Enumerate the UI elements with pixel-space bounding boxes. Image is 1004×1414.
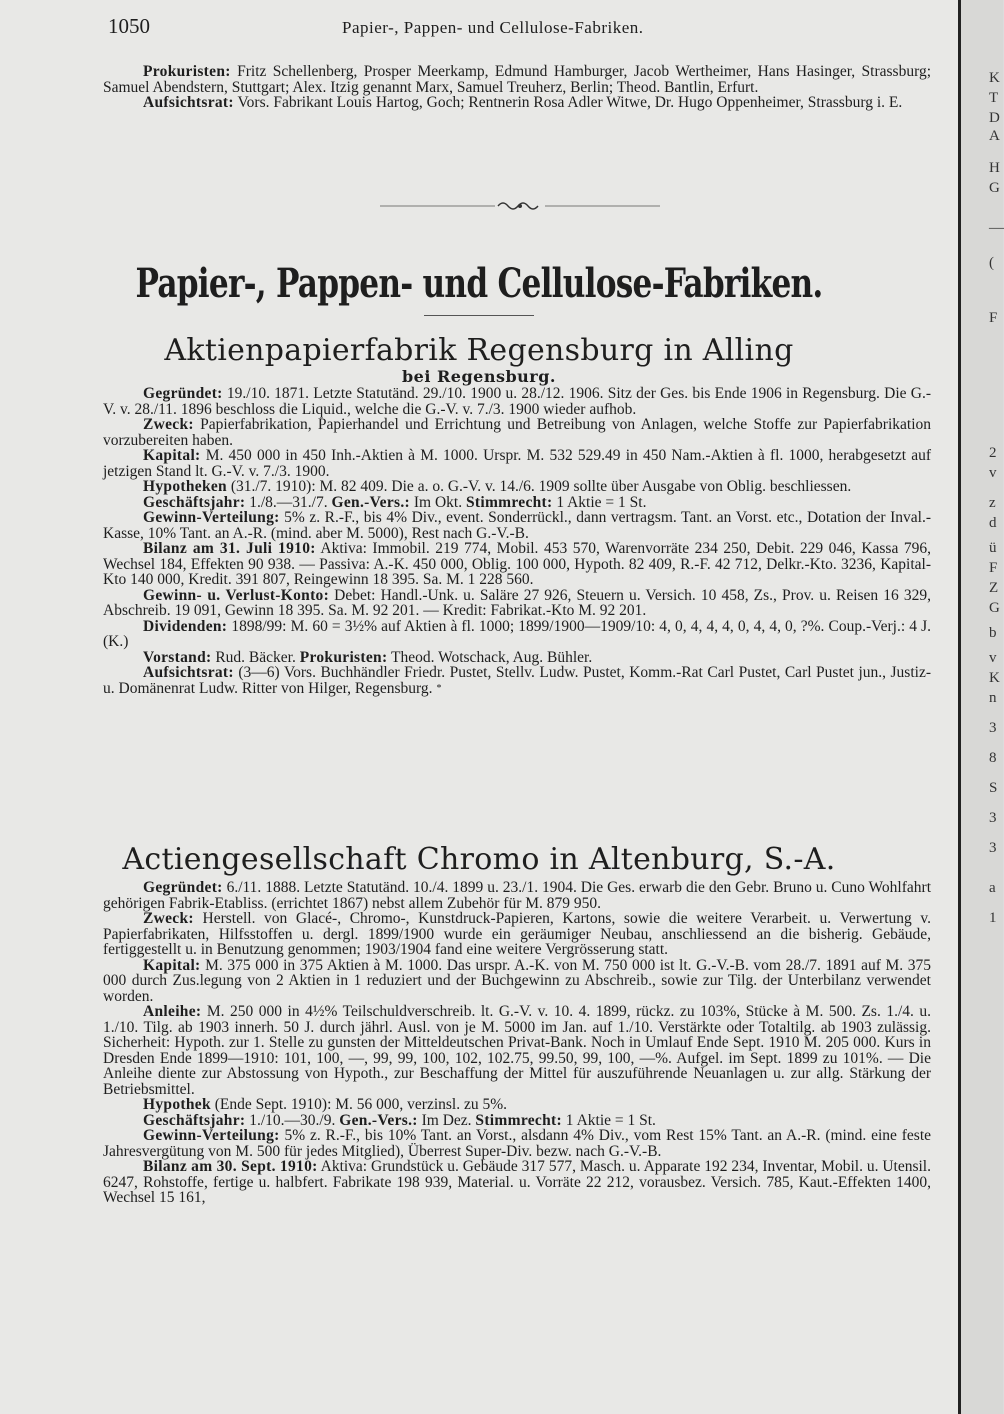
field-label: Anleihe: bbox=[143, 1003, 202, 1020]
field-text: (Ende Sept. 1910): M. 56 000, verzinsl. zu 5%. bbox=[214, 1096, 508, 1113]
entry-paragraph bbox=[103, 510, 931, 541]
section-title: Papier-, Pappen- und Cellulose-Fabriken. bbox=[135, 260, 823, 307]
field-label: Gewinn- u. Verlust-Konto: bbox=[143, 586, 330, 604]
field-label: Gegründet: bbox=[143, 879, 223, 896]
page-number: 1050 bbox=[108, 14, 150, 38]
margin-fragment: — bbox=[989, 220, 1004, 236]
margin-fragment: Z bbox=[989, 580, 999, 596]
field-label: Gewinn-Verteilung: bbox=[143, 1127, 280, 1144]
field-label: Gewinn-Verteilung: bbox=[143, 509, 280, 526]
entry-paragraph bbox=[103, 1159, 931, 1206]
aufsichtsrat-paragraph bbox=[103, 95, 931, 111]
field-label: Bilanz am 30. Sept. 1910: bbox=[143, 1158, 318, 1175]
entry-paragraph bbox=[103, 479, 931, 495]
entry-paragraph bbox=[103, 880, 931, 911]
entry-paragraph bbox=[103, 541, 931, 588]
company2-title: Actiengesellschaft Chromo in Altenburg, S.-A. bbox=[122, 842, 836, 877]
entry-paragraph bbox=[103, 1004, 931, 1097]
field-text: Im Dez. bbox=[421, 1111, 472, 1129]
margin-fragment: F bbox=[989, 310, 998, 326]
entry-paragraph bbox=[103, 386, 931, 417]
margin-fragment: z bbox=[989, 495, 996, 511]
margin-fragment: v bbox=[989, 650, 997, 666]
margin-fragment: 1 bbox=[989, 910, 997, 926]
field-label: Geschäftsjahr: bbox=[143, 1111, 246, 1129]
margin-fragment: b bbox=[989, 625, 997, 641]
field-text: M. 250 000 in 4½% Teilschuldverschreib. lt. G.-V. v. 10. 4. 1899, rückz. zu 103%, Stücke à M. 500. Zs. 1./4. u. 1./10. Tilg. ab 1903 innerh. 50 J. durch jährl. Ausl. von je M. 5000 im Jan. auf 1./10. Verstärkte oder Totaltilg. ab 1903 zulässig. Sicherheit: Hypoth. zur 1. Stelle zu gunsten der Mitteldeutschen Privat-Bank. Noch in Umlauf Ende Sept. 1910 M. 205 000. Kurs in Dresden Ende 1899—1910: 101, 100, —, 99, 99, 100, 102, 102.75, 99.50, 99, 100, —%. Aufgel. im Sept. 1899 zu 101%. — Die Anleihe diente zur Abstossung von Hypoth., zur Beschaffung der Mittel für auszuführende Neuanlagen u. zur allg. Stärkung der Betriebsmittel. bbox=[103, 1003, 931, 1098]
field-text: 5% z. R.-F., bis 10% Tant. an Vorst., alsdann 4% Div., vom Rest 15% Tant. an A.-R. (mind. eine feste Jahresvergütung von M. 500 für jedes Mitglied), Überrest Super-Div. bezw. nach G.-V.-B. bbox=[103, 1127, 932, 1160]
footnote-mark: * bbox=[436, 682, 442, 694]
field-text: 1 Aktie = 1 St. bbox=[565, 1111, 656, 1129]
company1-title: Aktienpapierfabrik Regensburg in Alling bbox=[164, 333, 794, 368]
field-text: M. 375 000 in 375 Aktien à M. 1000. Das urspr. A.-K. von M. 750 000 ist lt. G.-V.-B. vom 28./7. 1891 auf M. 375 000 durch Zus.legung von 2 Aktien in 1 reduziert und der Buchgewinn zu Abschreib., sowie zur Tilg. der Unterbilanz verwendet worden. bbox=[103, 956, 932, 1005]
top-entry bbox=[103, 64, 931, 111]
margin-fragment: 3 bbox=[989, 840, 997, 856]
entry-paragraph bbox=[103, 1128, 931, 1159]
entry-paragraph bbox=[103, 958, 931, 1005]
field-text: Herstell. von Glacé-, Chromo-, Kunstdruck-Papieren, Kartons, sowie die weitere Verarbeit. u. Verwertung v. Papierfabrikaten, Hilfsstoffen u. dergl. 1899/1900 wurde ein geräumiger Neubau, anschliessend an die bisherig. Gebäude, fertiggestellt u. in Benutzung genommen; 1903/1904 fand eine weitere Vergrösserung statt. bbox=[103, 910, 932, 958]
margin-fragment: n bbox=[989, 690, 997, 706]
margin-fragment: H bbox=[989, 160, 1000, 176]
entry-paragraph bbox=[103, 495, 931, 511]
margin-fragment: D bbox=[989, 110, 1000, 126]
adjacent-page-strip bbox=[958, 0, 1003, 1414]
margin-fragment: K bbox=[989, 70, 1000, 86]
margin-fragment: 3 bbox=[989, 810, 997, 826]
field-label: Gen.-Vers.: bbox=[331, 493, 410, 511]
field-text: Debet: Handl.-Unk. u. Saläre 27 926, Steuern u. Versich. 10 458, Zs., Prov. u. Reisen 16 329, Abschreib. 19 091, Gewinn 18 395. Sa. M. 92 201. — Kredit: Fabrikat.-Kto M. 92 201. bbox=[103, 586, 932, 619]
field-label: Gegründet: bbox=[143, 385, 223, 402]
field-text: 1./10.—30./9. bbox=[249, 1111, 336, 1129]
field-label: Stimmrecht: bbox=[465, 493, 553, 511]
margin-fragment: A bbox=[989, 128, 1000, 144]
entry-paragraph bbox=[103, 619, 931, 650]
field-text: 1./8.—31./7. bbox=[249, 493, 328, 511]
field-label: Aufsichtsrat: bbox=[143, 664, 234, 681]
entry-paragraph bbox=[103, 448, 931, 479]
running-title: Papier-, Pappen- und Cellulose-Fabriken. bbox=[342, 18, 644, 37]
field-text: 1 Aktie = 1 St. bbox=[556, 493, 647, 511]
entry-paragraph bbox=[103, 417, 931, 448]
margin-fragment: 3 bbox=[989, 720, 997, 736]
field-text: (31./7. 1910): M. 82 409. Die a. o. G.-V. v. 14./6. 1909 sollte über Ausgabe von Oblig. beschliessen. bbox=[230, 478, 852, 495]
field-text: Aktiva: Immobil. 219 774, Mobil. 453 570, Warenvorräte 234 250, Debit. 229 046, Kassa 796, Wechsel 184, Effekten 90 938. — Passiva: A.-K. 450 000, Oblig. 100 000, Hypoth. 82 409, R.-F. 42 712, Delkr.-Kto. 3236, Kapital-Kto 140 000, Kredit. 391 807, Reingewinn 18 395. Sa. M. 1 228 560. bbox=[103, 540, 931, 588]
company1-subtitle: bei Regensburg. bbox=[401, 367, 556, 386]
field-label: Bilanz am 31. Juli 1910: bbox=[143, 540, 316, 557]
field-label: Stimmrecht: bbox=[475, 1111, 562, 1129]
entry-paragraph bbox=[103, 911, 931, 958]
field-text: M. 450 000 in 450 Inh.-Aktien à M. 1000. Urspr. M. 532 529.49 in 450 Nam.-Aktien à fl. 1000, herabgesetzt auf jetzigen Stand lt. G.-V. v. 7./3. 1900. bbox=[103, 447, 931, 480]
margin-fragment: S bbox=[989, 780, 998, 796]
prokuristen-label: Prokuristen: bbox=[143, 63, 231, 80]
field-text: Aktiva: Grundstück u. Gebäude 317 577, Masch. u. Apparate 192 234, Inventar, Mobil. u. Utensil. 6247, Rohstoffe, fertige u. halbfert. Fabrikate 198 939, Material. u. Vorräte 22 212, vorausbez. Versich. 785, Kaut.-Effekten 1400, Wechsel 15 161, bbox=[103, 1158, 931, 1206]
margin-fragment: v bbox=[989, 465, 997, 481]
field-text: Papierfabrikation, Papierhandel und Errichtung und Betreibung von Anlagen, welche Stoffe zur Papierfabrikation vorzubereiten haben. bbox=[103, 416, 932, 449]
field-label: Zweck: bbox=[143, 416, 194, 433]
entry-paragraph bbox=[103, 588, 931, 619]
field-label: Hypotheken bbox=[143, 478, 227, 495]
company1-body bbox=[103, 386, 931, 696]
field-text: 1898/99: M. 60 = 3½% auf Aktien à fl. 1000; 1899/1900—1909/10: 4, 0, 4, 4, 4, 0, 4, 4, 0, ?%. Coup.-Verj.: 4 J. (K.) bbox=[103, 617, 932, 650]
field-label: Kapital: bbox=[143, 956, 201, 974]
margin-fragment: d bbox=[989, 515, 997, 531]
page-header bbox=[108, 14, 932, 40]
field-text: 19./10. 1871. Letzte Statutänd. 29./10. 1900 u. 28./12. 1906. Sitz der Ges. bis Ende 1906 in Regensburg. Die G.-V. v. 28./11. 1896 beschloss die Liquid., welche die G.-V. v. 7./3. 1900 wieder aufhob. bbox=[103, 385, 932, 418]
field-text: 6./11. 1888. Letzte Statutänd. 10./4. 1899 u. 23./1. 1904. Die Ges. erwarb die den Gebr. Bruno u. Cuno Wohlfahrt gehörigen Fabrik-Etabliss. (errichtet 1867) nebst allem Zubehör für M. 879 950. bbox=[103, 879, 931, 912]
prokuristen-paragraph bbox=[103, 64, 931, 95]
margin-fragment: K bbox=[989, 670, 1000, 686]
margin-fragment: 2 bbox=[989, 445, 997, 461]
entry-paragraph bbox=[103, 665, 931, 696]
margin-fragment: G bbox=[989, 600, 1000, 616]
field-label: Vorstand: bbox=[143, 648, 212, 666]
section-ornament bbox=[380, 199, 660, 213]
title-rule bbox=[424, 315, 534, 316]
aufsichtsrat-label: Aufsichtsrat: bbox=[143, 94, 234, 111]
margin-fragment: G bbox=[989, 180, 1000, 196]
field-label: Geschäftsjahr: bbox=[143, 493, 246, 511]
field-label: Gen.-Vers.: bbox=[339, 1111, 418, 1129]
margin-fragment: ( bbox=[989, 255, 994, 271]
margin-fragment: a bbox=[989, 880, 996, 896]
prokuristen-text: Fritz Schellenberg, Prosper Meerkamp, Edmund Hamburger, Jacob Wertheimer, Hans Hasinger, Strassburg; Samuel Abendstern, Stuttgart; Alex. Itzig genannt Marx, Samuel Treuherz, Berlin; Theod. Bantlin, Erfurt. bbox=[103, 63, 932, 96]
entry-paragraph bbox=[103, 1113, 931, 1129]
field-label: Zweck: bbox=[143, 910, 194, 927]
entry-paragraph bbox=[103, 1097, 931, 1113]
margin-fragment: F bbox=[989, 560, 998, 576]
field-text: 5% z. R.-F., bis 4% Div., event. Sonderrückl., dann vertragsm. Tant. an Vorst. etc., Dotation der Inval.-Kasse, 10% Tant. an A.-R. (mind. aber M. 5000), Rest nach G.-V.-B. bbox=[103, 509, 931, 542]
field-label: Prokuristen: bbox=[299, 648, 388, 666]
margin-fragment: ü bbox=[989, 540, 997, 556]
field-text: Im Okt. bbox=[413, 493, 463, 511]
aufsichtsrat-text: Vors. Fabrikant Louis Hartog, Goch; Rentnerin Rosa Adler Witwe, Dr. Hugo Oppenheimer, Strassburg i. E. bbox=[237, 94, 903, 111]
field-label: Dividenden: bbox=[143, 617, 228, 635]
company2-body bbox=[103, 880, 931, 1206]
field-text: Rud. Bäcker. bbox=[215, 648, 296, 666]
entry-paragraph bbox=[103, 650, 931, 666]
field-text: (3—6) Vors. Buchhändler Friedr. Pustet, Stellv. Ludw. Pustet, Komm.-Rat Carl Pustet, Carl Pustet jun., Justiz- u. Domänenrat Ludw. Ritter von Hilger, Regensburg. bbox=[103, 664, 931, 697]
field-label: Kapital: bbox=[143, 447, 201, 464]
margin-fragment: 8 bbox=[989, 750, 997, 766]
field-label: Hypothek bbox=[143, 1096, 211, 1113]
margin-fragment: T bbox=[989, 90, 999, 106]
field-text: Theod. Wotschack, Aug. Bühler. bbox=[391, 648, 593, 666]
